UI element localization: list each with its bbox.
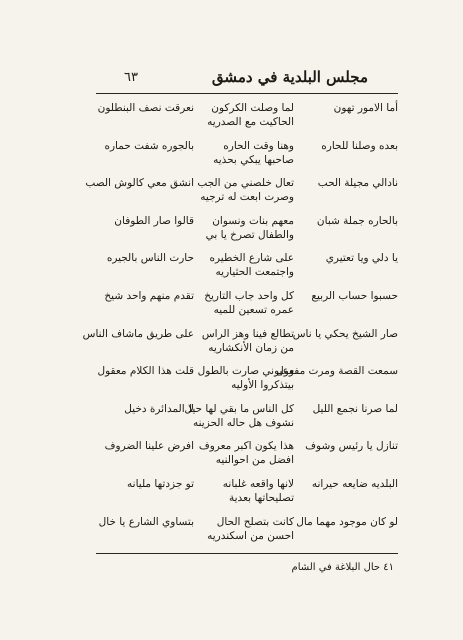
- stanza-left-line: قلت هذا الكلام معقول: [97, 365, 194, 378]
- page-title: مجلس البلدية في دمشق: [211, 68, 368, 86]
- stanza-left-line: بالجوره شفت حماره: [104, 139, 194, 152]
- poem-body: [82, 98, 398, 550]
- stanza-left-line: تقدم منهم واحد شيخ: [104, 290, 194, 302]
- stanza: [96, 286, 398, 326]
- stanza: [96, 474, 398, 514]
- stanza-middle-line: تطالع فينا وهز الراس: [201, 327, 294, 340]
- page-header: [96, 66, 396, 92]
- stanza-middle-line: كل واحد جاب التاريخ: [204, 290, 294, 302]
- stanza-middle-line: على شارع الخطيره: [209, 252, 294, 265]
- stanza-left-line: بتساوي الشارع يا خال: [98, 515, 194, 528]
- stanza-middle-line: احسن من اسكندريه: [207, 529, 294, 542]
- page-number: ٦٣: [124, 70, 138, 85]
- stanza: [96, 361, 398, 401]
- stanza-middle-line: كل الناس ما بقي لها حيل: [184, 402, 294, 415]
- stanza-middle-line: نشوف هل حاله الحزينه: [192, 416, 294, 429]
- stanza: [96, 136, 398, 176]
- stanza-middle-line: عمره تسعين للميه: [213, 304, 294, 316]
- stanza-right-line: لو كان موجود مهما مال: [296, 515, 398, 528]
- stanza: [96, 436, 398, 476]
- stanza: [96, 248, 398, 288]
- stanza-middle-line: وصرت ابعت له ترجيه: [200, 191, 294, 204]
- footer-rule: [96, 553, 398, 554]
- stanza-middle-line: هذا يكون اكبر معروف: [198, 440, 294, 453]
- stanza-right-line: بعده وصلنا للحاره: [321, 139, 398, 152]
- stanza-middle-line: لما وصلت الكركون: [211, 102, 294, 114]
- stanza: [96, 399, 398, 439]
- stanza-right-line: صار الشيخ يحكي يا ناس: [292, 327, 398, 340]
- stanza-right-line: سمعت القصة ومرت مفعول: [276, 365, 398, 378]
- stanza-middle-line: تصليحاتها بعدية: [229, 492, 294, 504]
- stanza-middle-line: واجتمعت الحثياريه: [215, 266, 294, 279]
- stanza-right-line: لما صرنا نجمع الليل: [312, 402, 398, 415]
- stanza-middle-line: معهم بنات ونسوان: [212, 214, 294, 227]
- stanza: [96, 512, 398, 552]
- stanza-left-line: قالوا صار الطوفان: [114, 214, 194, 227]
- page-footer: [96, 560, 398, 578]
- stanza-right-line: تنازل يا رئيس وشوف: [305, 440, 398, 453]
- stanza: [96, 211, 398, 251]
- footer-text: ٤١ حال البلاغة في الشام: [291, 562, 394, 573]
- stanza-left-line: تو جزدتها مليانه: [127, 478, 194, 490]
- stanza-middle-line: وهنا وقت الحاره: [223, 139, 294, 152]
- stanza-left-line: افرض علينا الضروف: [104, 440, 194, 453]
- stanza-right-line: حسبوا حساب الربيع: [311, 290, 398, 302]
- stanza: [96, 98, 398, 138]
- stanza-right-line: يا دلي ويا تعتيري: [325, 252, 398, 265]
- stanza-left-line: انشق معي كالوش الصب: [85, 177, 194, 190]
- header-rule: [96, 93, 398, 94]
- stanza-middle-line: من زمان الأنكشاريه: [208, 341, 294, 354]
- stanza-middle-line: والطفال تصرخ يا بي: [205, 228, 294, 241]
- stanza-right-line: نادالي مجيلة الحب: [317, 177, 398, 190]
- stanza-right-line: البلديه ضايعه حيرانه: [311, 478, 398, 490]
- stanza-middle-line: تعال خلصني من الجب: [197, 177, 294, 190]
- stanza: [85, 173, 398, 213]
- stanza-middle-line: افضل من احوالنيه: [215, 454, 294, 467]
- stanza: [82, 324, 398, 364]
- stanza-right-line: أما الامور تهون: [333, 102, 398, 114]
- stanza-middle-line: كانت بتصلح الحال: [216, 515, 294, 528]
- stanza-middle-line: صاحبها يبكي بحذيه: [213, 153, 294, 166]
- stanza-left-line: نعرقت نصف البنطلون: [97, 102, 194, 114]
- stanza-left-line: على طريق ماشاف الناس: [82, 327, 194, 340]
- stanza-right-line: بالحاره جملة شبان: [316, 214, 398, 227]
- stanza-middle-line: وعيوني صارت بالطول: [197, 365, 294, 378]
- stanza-middle-line: بيتذكروا الأوليه: [231, 379, 294, 392]
- stanza-left-line: لا المدائرة دخيل: [124, 402, 194, 415]
- stanza-middle-line: لانها واقعه غلبانه: [222, 478, 294, 490]
- stanza-left-line: حارت الناس بالجيره: [106, 252, 194, 265]
- stanza-middle-line: الحاكيت مع الصدريه: [207, 116, 294, 128]
